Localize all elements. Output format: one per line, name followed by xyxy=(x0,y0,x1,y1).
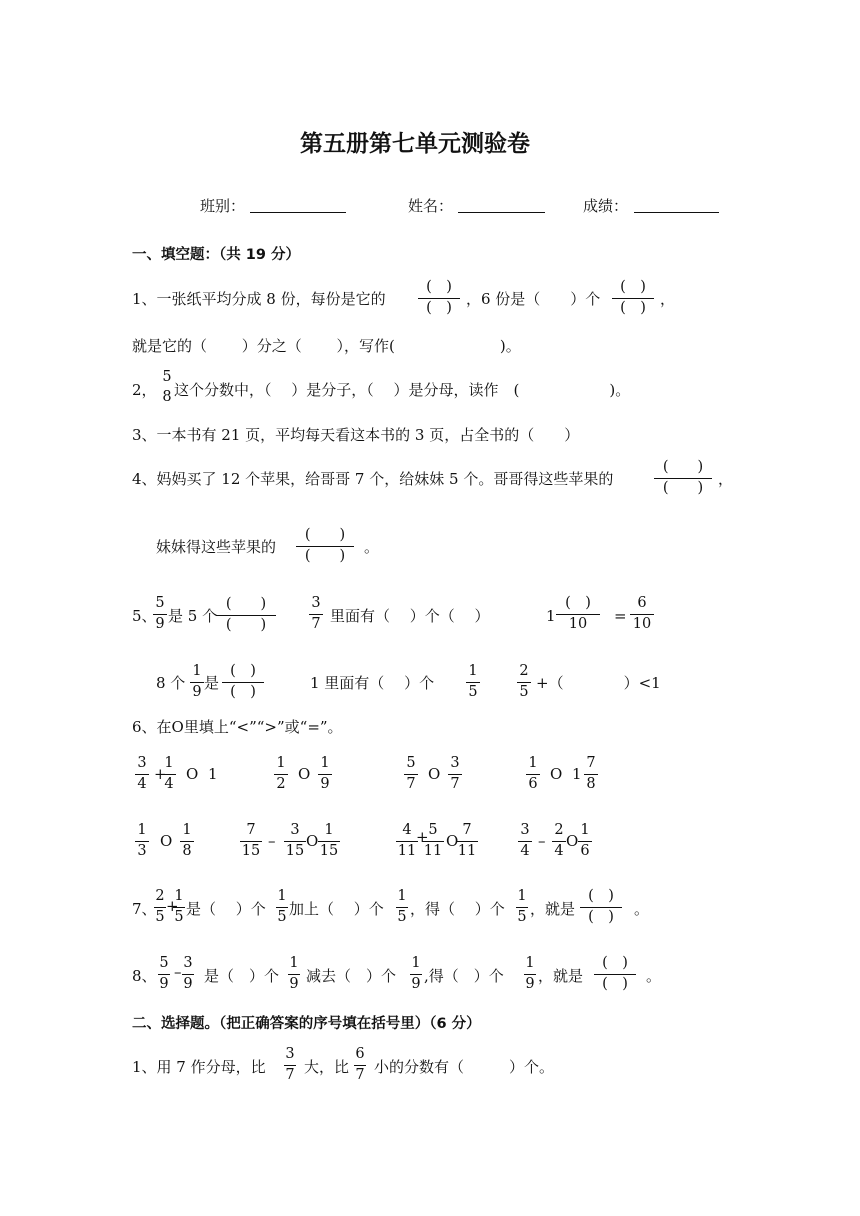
s2-q1-a: 1、用 7 作分母，比 xyxy=(132,1058,266,1076)
q8-t2: 减去（ ）个 xyxy=(306,967,397,985)
q6-plus: + xyxy=(416,828,429,846)
q5-d-text2: 是 xyxy=(204,674,220,692)
q6-r2-d-fraction-3: 1 6 xyxy=(578,822,592,860)
s2-q1-b: 大，比 xyxy=(304,1058,350,1076)
q4-blank-fraction-1[interactable]: ( ) ( ) xyxy=(654,459,712,497)
section2-heading: 二、选择题。（把正确答案的序号填在括号里）（6 分） xyxy=(132,1016,481,1032)
q6-r2-b-fraction-2: 3 15 xyxy=(285,822,305,859)
s2-q1-fraction-2: 6 7 xyxy=(355,1046,365,1083)
q1-line2: 就是它的（ ）分之（ ），写作( )。 xyxy=(132,337,521,355)
q6-r2-a-fraction-1: 1 3 xyxy=(135,822,149,860)
q6-r2-c-fraction-1: 4 11 xyxy=(397,822,417,859)
score-field[interactable] xyxy=(634,212,719,213)
q7-t2: 加上（ ）个 xyxy=(289,900,384,918)
q8-unit-1: 1 9 xyxy=(289,955,299,992)
q7-t4: ，就是 xyxy=(530,900,576,918)
q5-c-result-fraction: 6 10 xyxy=(630,595,654,633)
q5-c-one: 1 xyxy=(546,607,556,625)
q5-b-text: 里面有（ ）个（ ） xyxy=(330,607,490,625)
q7-unit-1: 1 5 xyxy=(277,888,287,925)
q5-c-blank-fraction[interactable]: ( ) 10 xyxy=(556,595,600,633)
q1-blank-fraction-2[interactable]: ( ) ( ) xyxy=(612,279,654,317)
q6-text: 6、在O里填上“<”“>”或“=”。 xyxy=(132,718,343,736)
q6-r2-a-fraction-2: 1 8 xyxy=(180,822,194,860)
q5-d-blank-fraction[interactable]: ( ) ( ) xyxy=(222,663,264,701)
q6-compare-circle[interactable]: O xyxy=(428,765,441,783)
q8-minus: – xyxy=(174,963,182,981)
class-label: 班别： xyxy=(200,197,246,215)
q6-r2-c-fraction-3: 7 11 xyxy=(457,822,477,859)
q6-r1-b-fraction-2: 1 9 xyxy=(318,755,332,793)
q7-end: 。 xyxy=(634,900,650,918)
q8-blank-fraction[interactable]: ( ) ( ) xyxy=(594,955,636,993)
q2-fraction: 5 8 xyxy=(162,369,172,405)
q6-compare-circle[interactable]: O xyxy=(160,832,173,850)
q5-c-equals: = xyxy=(614,607,627,625)
q5-e-text: 1 里面有（ ）个 xyxy=(310,674,435,692)
q8-fraction-b: 3 9 xyxy=(183,955,193,992)
q5-number: 5、 xyxy=(132,607,157,625)
q6-r1-a-fraction-2: 1 4 xyxy=(162,755,176,793)
q1-blank-fraction-1[interactable]: ( ) ( ) xyxy=(418,279,460,317)
q1-prefix: 1、一张纸平均分成 8 份，每份是它的 xyxy=(132,290,386,308)
q4-line2-end: 。 xyxy=(364,538,380,556)
q7-number: 7、 xyxy=(132,900,157,918)
q6-r1-d-one: 1 xyxy=(572,765,582,783)
q6-r2-b-fraction-3: 1 15 xyxy=(319,822,339,859)
q1-mid: ，6 份是（ ）个 xyxy=(466,290,601,308)
q5-f-text: +（ ）<1 xyxy=(536,674,661,692)
q8-unit-3: 1 9 xyxy=(525,955,535,992)
q8-fraction-a: 5 9 xyxy=(159,955,169,992)
q7-t3: ，得（ ）个 xyxy=(410,900,505,918)
q1-end: ， xyxy=(660,290,676,308)
q8-number: 8、 xyxy=(132,967,157,985)
q6-compare-circle[interactable]: O xyxy=(186,765,199,783)
q6-r1-d-fraction-2: 7 8 xyxy=(584,755,598,793)
q5-d-fraction: 1 9 xyxy=(190,663,204,701)
q8-end: 。 xyxy=(646,967,662,985)
q7-fraction-a: 2 5 xyxy=(155,888,165,925)
q5-d-text: 8 个 xyxy=(156,674,186,692)
q4-end: ， xyxy=(718,470,734,488)
score-label: 成绩： xyxy=(583,197,629,215)
q6-minus: – xyxy=(538,832,546,850)
q7-unit-2: 1 5 xyxy=(397,888,407,925)
q6-r2-d-fraction-1: 3 4 xyxy=(518,822,532,860)
class-field[interactable] xyxy=(250,212,346,213)
s2-q1-fraction-1: 3 7 xyxy=(285,1046,295,1083)
q7-t1: 是（ ）个 xyxy=(186,900,266,918)
q4-text: 4、妈妈买了 12 个苹果，给哥哥 7 个，给妹妹 5 个。哥哥得这些苹果的 xyxy=(132,470,614,488)
page-title: 第五册第七单元测验卷 xyxy=(300,131,530,157)
q4-blank-fraction-2[interactable]: ( ) ( ) xyxy=(296,527,354,565)
q3-text: 3、一本书有 21 页，平均每天看这本书的 3 页，占全书的（ ） xyxy=(132,426,580,444)
q8-t4: ，就是 xyxy=(538,967,584,985)
q2-text: 这个分数中，（ ）是分子，（ ）是分母，读作 ( )。 xyxy=(174,381,631,399)
q6-r2-d-fraction-2: 2 4 xyxy=(552,822,566,860)
name-label: 姓名： xyxy=(408,197,454,215)
q8-unit-2: 1 9 xyxy=(411,955,421,992)
q6-compare-circle[interactable]: O xyxy=(566,832,579,850)
q6-r1-a-fraction-1: 3 4 xyxy=(135,755,149,793)
q6-r1-c-fraction-2: 3 7 xyxy=(448,755,462,793)
q2-number: 2， xyxy=(132,381,157,399)
q6-r1-c-fraction-1: 5 7 xyxy=(404,755,418,793)
q4-line2: 妹妹得这些苹果的 xyxy=(156,538,277,556)
q5-b-fraction: 3 7 xyxy=(309,595,323,633)
q6-compare-circle[interactable]: O xyxy=(446,832,459,850)
q7-plus: + xyxy=(166,897,179,915)
q7-unit-3: 1 5 xyxy=(517,888,527,925)
q5-f-fraction: 2 5 xyxy=(517,663,531,701)
q8-t3: ,得（ ）个 xyxy=(424,967,504,985)
q6-compare-circle[interactable]: O xyxy=(306,832,319,850)
q8-t1: 是（ ）个 xyxy=(204,967,280,985)
q6-plus: + xyxy=(154,765,167,783)
q6-compare-circle[interactable]: O xyxy=(550,765,563,783)
q5-a-text: 是 5 个 xyxy=(168,607,218,625)
name-field[interactable] xyxy=(458,212,545,213)
s2-q1-c: 小的分数有（ ）个。 xyxy=(374,1058,555,1076)
q6-compare-circle[interactable]: O xyxy=(298,765,311,783)
q5-a-blank-fraction[interactable]: ( ) ( ) xyxy=(216,596,276,634)
q6-minus: – xyxy=(268,832,276,850)
q5-a-fraction: 5 9 xyxy=(153,595,167,633)
section1-heading: 一、填空题：（共 19 分） xyxy=(132,247,301,263)
q7-blank-fraction[interactable]: ( ) ( ) xyxy=(580,888,622,926)
q6-r1-a-right: 1 xyxy=(208,765,218,783)
q5-e-fraction: 1 5 xyxy=(466,663,480,701)
q7-fraction-b: 1 5 xyxy=(174,888,184,925)
q6-r2-b-fraction-1: 7 15 xyxy=(241,822,261,859)
q6-r1-d-fraction-1: 1 6 xyxy=(526,755,540,793)
q6-r2-c-fraction-2: 5 11 xyxy=(423,822,443,859)
q6-r1-b-fraction-1: 1 2 xyxy=(274,755,288,793)
